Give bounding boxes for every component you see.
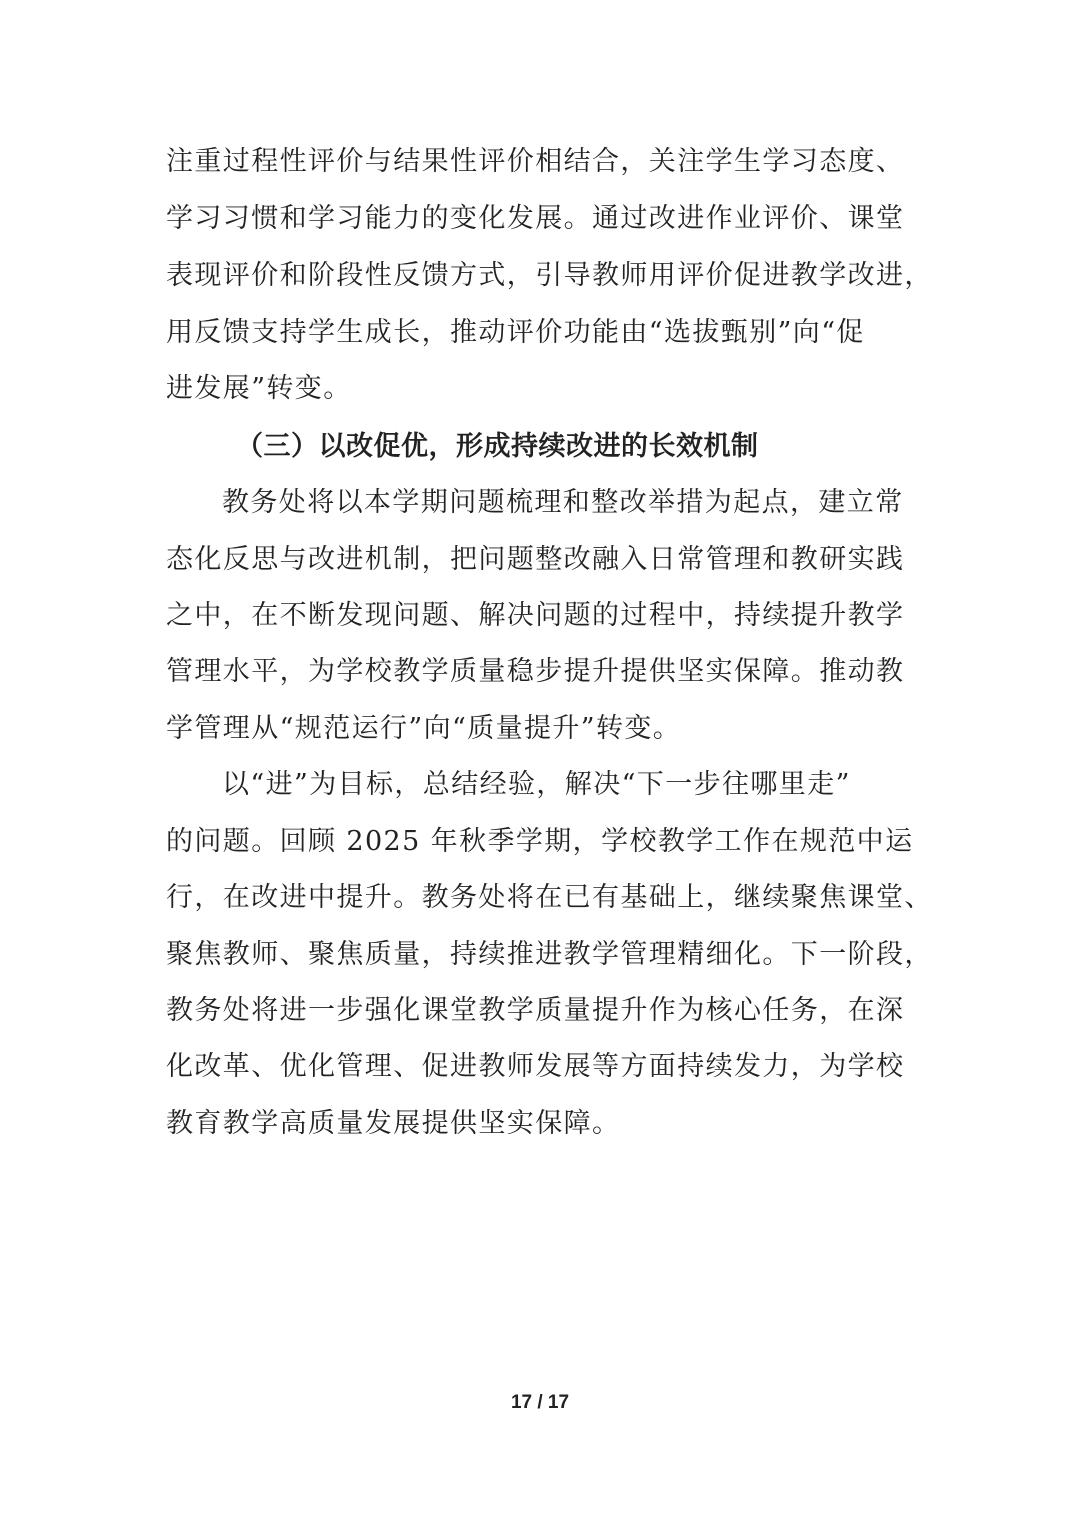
- body-text-line: 的问题。回顾 2025 年秋季学期，学校教学工作在规范中运: [166, 826, 914, 857]
- body-text-line: 教务处将以本学期问题梳理和整改举措为起点，建立常: [222, 487, 904, 518]
- body-text-line: 用反馈支持学生成长，推动评价功能由“选拔甄别”向“促: [166, 317, 865, 348]
- body-text-line: 态化反思与改进机制，把问题整改融入日常管理和教研实践: [166, 544, 905, 575]
- body-text-line: 注重过程性评价与结果性评价相结合，关注学生学习态度、: [166, 146, 905, 177]
- body-text-line: 学管理从“规范运行”向“质量提升”转变。: [166, 713, 682, 744]
- body-text-line: 聚焦教师、聚焦质量，持续推进教学管理精细化。下一阶段，: [166, 939, 933, 970]
- body-text-line: 进发展”转变。: [166, 373, 352, 404]
- body-text-line: 教务处将进一步强化课堂教学质量提升作为核心任务，在深: [166, 995, 905, 1026]
- body-text-line: 以“进”为目标，总结经验，解决“下一步往哪里走”: [222, 769, 851, 800]
- section-heading: （三）以改促优，形成持续改进的长效机制: [236, 431, 759, 462]
- body-text-line: 管理水平，为学校教学质量稳步提升提供坚实保障。推动教: [166, 656, 905, 687]
- body-text-line: 行，在改进中提升。教务处将在已有基础上，继续聚焦课堂、: [166, 882, 933, 913]
- body-text-line: 化改革、优化管理、促进教师发展等方面持续发力，为学校: [166, 1051, 905, 1082]
- body-text-line: 学习习惯和学习能力的变化发展。通过改进作业评价、课堂: [166, 203, 905, 234]
- body-text-line: 表现评价和阶段性反馈方式，引导教师用评价促进教学改进，: [166, 260, 933, 291]
- body-text-line: 教育教学高质量发展提供坚实保障。: [166, 1108, 621, 1139]
- page-number: 17 / 17: [510, 1392, 570, 1413]
- body-text-line: 之中，在不断发现问题、解决问题的过程中，持续提升教学: [166, 600, 905, 631]
